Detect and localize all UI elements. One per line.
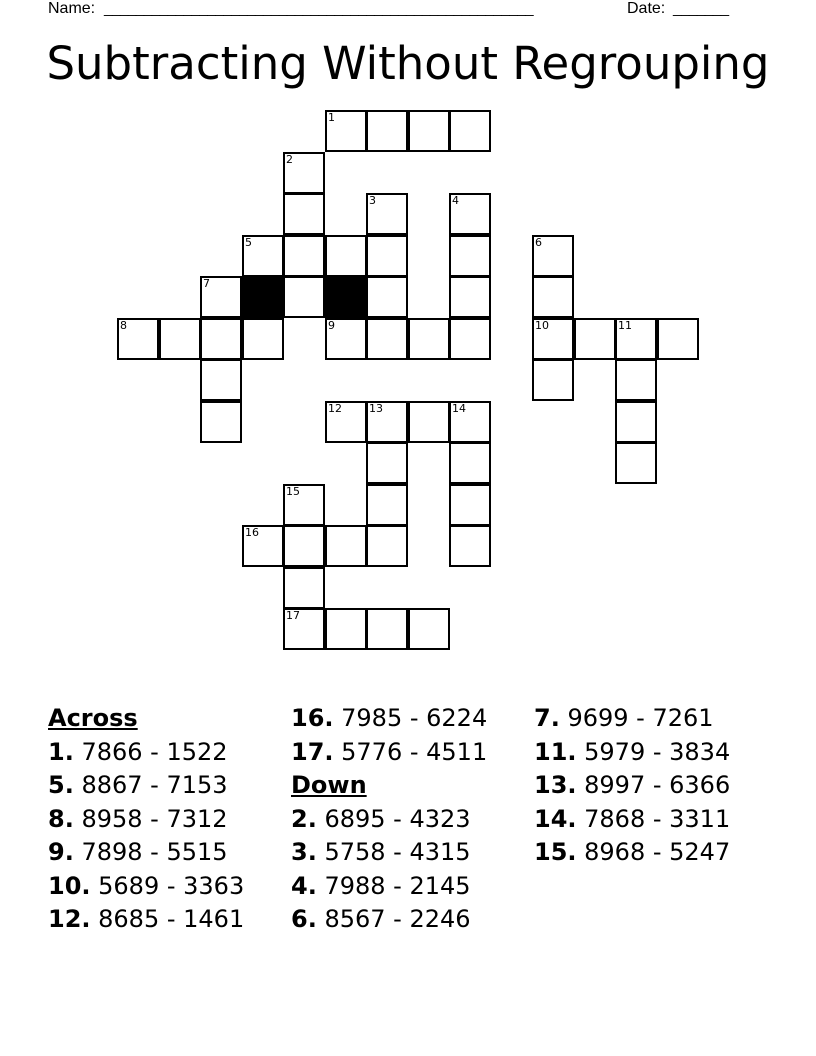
grid-cell[interactable]: [242, 235, 284, 277]
grid-cell[interactable]: [449, 525, 491, 567]
grid-cell[interactable]: [366, 318, 408, 360]
grid-cell[interactable]: [532, 318, 574, 360]
clue-number-label: 1.: [48, 737, 74, 766]
down-clue: [291, 836, 487, 870]
grid-cell[interactable]: [325, 318, 367, 360]
grid-cell[interactable]: [449, 484, 491, 526]
down-clue: [534, 836, 730, 870]
clue-number-label: 9.: [48, 838, 74, 866]
grid-cell[interactable]: [366, 235, 408, 277]
clue-text: 6895 - 4323: [316, 804, 471, 833]
clue-number: 7: [203, 277, 210, 290]
date-line[interactable]: _______: [673, 0, 729, 17]
grid-cell[interactable]: [532, 235, 574, 277]
grid-cell[interactable]: [615, 442, 657, 484]
clue-number-label: 8.: [48, 804, 74, 833]
clue-number: 16: [245, 526, 259, 539]
grid-cell[interactable]: [408, 110, 450, 152]
clue-number-label: 5.: [48, 771, 74, 799]
clue-text: 5979 - 3834: [576, 737, 731, 766]
clue-text: 7985 - 6224: [333, 704, 488, 732]
clue-text: 8997 - 6366: [576, 771, 731, 799]
clue-number-label: 7.: [534, 704, 560, 732]
grid-cell[interactable]: [657, 318, 699, 360]
clue-number-label: 10.: [48, 871, 91, 900]
grid-cell[interactable]: [283, 567, 325, 609]
across-clue: [48, 870, 244, 904]
clue-number-label: 11.: [534, 737, 577, 766]
grid-cell[interactable]: [366, 484, 408, 526]
grid-cell[interactable]: [615, 359, 657, 401]
grid-cell[interactable]: [283, 235, 325, 277]
clue-number-label: 15.: [534, 838, 577, 866]
grid-cell[interactable]: [408, 318, 450, 360]
clue-text: 7988 - 2145: [316, 871, 471, 900]
down-clue: [291, 870, 487, 904]
grid-cell[interactable]: [283, 152, 325, 194]
clue-number: 12: [328, 402, 342, 415]
grid-cell[interactable]: [449, 235, 491, 277]
down-clue: [291, 903, 487, 937]
grid-cell[interactable]: [200, 359, 242, 401]
date-label: Date:: [627, 0, 666, 17]
grid-cell[interactable]: [200, 401, 242, 443]
clue-number: 8: [120, 319, 127, 332]
grid-cell[interactable]: [366, 110, 408, 152]
grid-cell[interactable]: [283, 484, 325, 526]
clue-text: 8567 - 2246: [316, 905, 471, 933]
down-clue: [291, 803, 487, 837]
clue-text: 8968 - 5247: [576, 838, 731, 866]
grid-cell[interactable]: [283, 525, 325, 567]
clue-number: 13: [369, 402, 383, 415]
grid-cell[interactable]: [200, 318, 242, 360]
grid-cell[interactable]: [366, 608, 408, 650]
down-clue: [534, 736, 730, 770]
clue-number-label: 2.: [291, 804, 317, 833]
black-cell: [242, 276, 284, 318]
clue-number-label: 13.: [534, 771, 577, 799]
clue-number: 10: [535, 319, 549, 332]
clue-text: 8867 - 7153: [73, 771, 228, 799]
grid-cell[interactable]: [574, 318, 616, 360]
clue-number-label: 4.: [291, 871, 317, 900]
grid-cell[interactable]: [200, 276, 242, 318]
clue-text: 7898 - 5515: [73, 838, 228, 866]
grid-cell[interactable]: [532, 359, 574, 401]
clue-text: 5776 - 4511: [333, 737, 488, 766]
grid-cell[interactable]: [366, 276, 408, 318]
across-clue: [291, 736, 487, 770]
clue-number-label: 16.: [291, 704, 334, 732]
grid-cell[interactable]: [366, 193, 408, 235]
grid-cell[interactable]: [325, 608, 367, 650]
grid-cell[interactable]: [615, 401, 657, 443]
grid-cell[interactable]: [366, 525, 408, 567]
grid-cell[interactable]: [366, 442, 408, 484]
grid-cell[interactable]: [449, 193, 491, 235]
grid-cell[interactable]: [242, 525, 284, 567]
clue-number: 9: [328, 319, 335, 332]
grid-cell[interactable]: [449, 442, 491, 484]
grid-cell[interactable]: [615, 318, 657, 360]
across-clue: [48, 736, 244, 770]
down-heading: Down: [291, 771, 367, 799]
grid-cell[interactable]: [117, 318, 159, 360]
grid-cell[interactable]: [325, 235, 367, 277]
name-label: Name:: [48, 0, 96, 17]
clue-text: 9699 - 7261: [559, 704, 714, 732]
across-clue: [48, 903, 244, 937]
across-clue: [291, 702, 487, 736]
grid-cell[interactable]: [325, 401, 367, 443]
grid-cell[interactable]: [449, 318, 491, 360]
grid-cell[interactable]: [449, 401, 491, 443]
clue-number-label: 14.: [534, 804, 577, 833]
clue-number: 1: [328, 111, 335, 124]
grid-cell[interactable]: [449, 110, 491, 152]
clue-column-1: [48, 702, 244, 937]
clue-number-label: 17.: [291, 737, 334, 766]
clue-column-2: [291, 702, 487, 937]
clue-number: 15: [286, 485, 300, 498]
clue-number: 17: [286, 609, 300, 622]
clue-text: 5689 - 3363: [90, 871, 245, 900]
down-clue: [534, 702, 730, 736]
page-title: Subtracting Without Regrouping: [46, 37, 770, 90]
name-line[interactable]: ______________________________________________________: [104, 0, 534, 17]
clue-number: 6: [535, 236, 542, 249]
clue-text: 5758 - 4315: [316, 838, 471, 866]
across-clue: [48, 803, 244, 837]
clue-number: 11: [618, 319, 632, 332]
across-clue: [48, 836, 244, 870]
grid-cell[interactable]: [449, 276, 491, 318]
across-clue: [48, 769, 244, 803]
clue-number-label: 6.: [291, 905, 317, 933]
grid-cell[interactable]: [283, 193, 325, 235]
grid-cell[interactable]: [366, 401, 408, 443]
clue-text: 7866 - 1522: [73, 737, 228, 766]
clue-number: 2: [286, 153, 293, 166]
clue-number: 3: [369, 194, 376, 207]
clue-number: 4: [452, 194, 459, 207]
clue-number: 14: [452, 402, 466, 415]
grid-cell[interactable]: [242, 318, 284, 360]
grid-cell[interactable]: [408, 608, 450, 650]
clue-text: 8958 - 7312: [73, 804, 228, 833]
grid-cell[interactable]: [325, 525, 367, 567]
clue-number-label: 3.: [291, 838, 317, 866]
clue-column-3: [534, 702, 730, 870]
grid-cell[interactable]: [283, 276, 325, 318]
black-cell: [325, 276, 367, 318]
clue-text: 7868 - 3311: [576, 804, 731, 833]
grid-cell[interactable]: [408, 401, 450, 443]
grid-cell[interactable]: [283, 608, 325, 650]
clue-number-label: 12.: [48, 905, 91, 933]
clue-text: 8685 - 1461: [90, 905, 245, 933]
down-clue: [534, 769, 730, 803]
down-clue: [534, 803, 730, 837]
clue-number: 5: [245, 236, 252, 249]
grid-cell[interactable]: [159, 318, 201, 360]
across-heading: Across: [48, 704, 138, 732]
grid-cell[interactable]: [532, 276, 574, 318]
grid-cell[interactable]: [325, 110, 367, 152]
